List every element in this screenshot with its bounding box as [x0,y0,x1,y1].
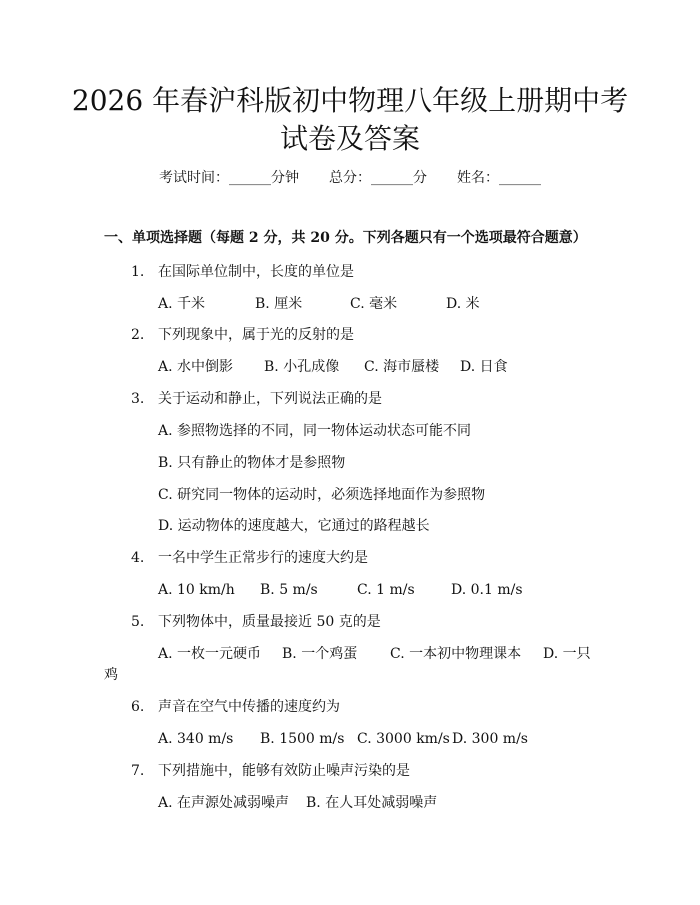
option-c: C. 3000 km/s [357,731,450,747]
option-b: B. 厘米 [255,296,303,312]
option-d: D. 一只 [543,646,591,662]
exam-meta [0,168,700,188]
exam-title-line2: 试卷及答案 [279,122,420,155]
option-d: D. 日食 [460,359,508,375]
exam-time-label: 考试时间：______分钟 [159,170,299,186]
option-a: A. 在声源处减弱噪声 [158,795,290,811]
option-a: A. 340 m/s [158,731,234,747]
question-number: 5. [131,614,145,630]
option-b: B. 在人耳处减弱噪声 [306,795,438,811]
option-c: C. 1 m/s [357,582,415,598]
question-number: 2. [131,327,145,343]
question-text: 关于运动和静止，下列说法正确的是 [158,391,382,407]
section-heading: 一、单项选择题（每题 2 分，共 20 分。下列各题只有一个选项最符合题意） [104,230,587,246]
option-c: C. 研究同一物体的运动时，必须选择地面作为参照物 [158,487,486,503]
question-number: 7. [131,763,145,779]
question-number: 6. [131,699,145,715]
option-d-wrap: 鸡 [104,667,118,683]
question-text: 一名中学生正常步行的速度大约是 [158,550,368,566]
option-b: B. 5 m/s [260,582,318,598]
option-d: D. 米 [446,296,480,312]
question-text: 下列措施中，能够有效防止噪声污染的是 [158,763,410,779]
option-a: A. 千米 [158,296,206,312]
option-a: A. 参照物选择的不同，同一物体运动状态可能不同 [158,423,472,439]
option-c: C. 海市蜃楼 [364,359,440,375]
question-text: 下列物体中，质量最接近 50 克的是 [158,614,381,630]
question-number: 4. [131,550,145,566]
option-a: A. 水中倒影 [158,359,234,375]
option-b: B. 1500 m/s [260,731,345,747]
student-name-label: 姓名：______ [457,170,541,186]
question-text: 声音在空气中传播的速度约为 [158,699,340,715]
exam-title-line1: 2026 年春沪科版初中物理八年级上册期中考 [71,84,629,117]
option-d: D. 300 m/s [452,731,528,747]
option-d: D. 运动物体的速度越大，它通过的路程越长 [158,518,430,534]
option-d: D. 0.1 m/s [451,582,523,598]
option-a: A. 一枚一元硬币 [158,646,262,662]
option-b: B. 只有静止的物体才是参照物 [158,455,346,471]
option-c: C. 毫米 [350,296,398,312]
option-c: C. 一本初中物理课本 [390,646,522,662]
question-text: 在国际单位制中，长度的单位是 [158,264,354,280]
question-number: 1. [131,264,145,280]
question-number: 3. [131,391,145,407]
option-a: A. 10 km/h [158,582,235,598]
total-score-label: 总分：______分 [329,170,427,186]
question-text: 下列现象中，属于光的反射的是 [158,327,354,343]
option-b: B. 小孔成像 [264,359,340,375]
option-b: B. 一个鸡蛋 [282,646,358,662]
